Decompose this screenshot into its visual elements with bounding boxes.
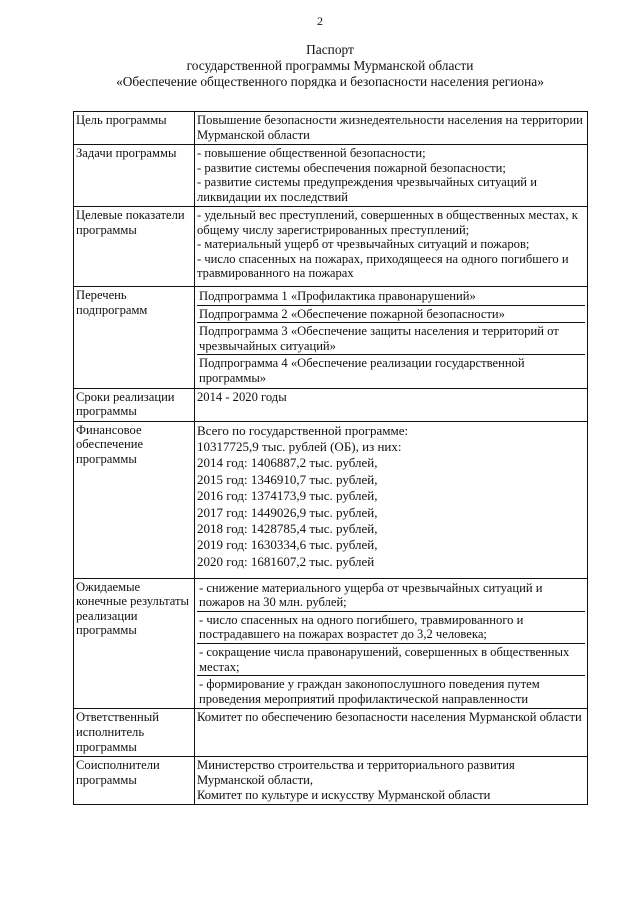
- row-executor: [74, 709, 588, 757]
- row-financing: [74, 421, 588, 578]
- row-label: Финансовое обеспечение программы: [74, 421, 195, 578]
- list-item: Министерство строительства и территориального развития Мурманской области,: [197, 758, 515, 787]
- row-label: Перечень подпрограмм: [74, 287, 195, 389]
- list-item: - формирование у граждан законопослушного поведения путем проведения мероприятий профилактической направленности: [199, 677, 540, 706]
- list-item: - число спасенных на одного погибшего, травмированного и пострадавшего на пожарах возрастет до 3,2 человека;: [197, 612, 585, 644]
- row-value: [195, 757, 588, 805]
- title-line-3: «Обеспечение общественного порядка и безопасности населения региона»: [116, 74, 544, 89]
- row-value: Комитет по обеспечению безопасности населения Мурманской области: [195, 709, 588, 757]
- financing-year: 2015 год: 1346910,7 тыс. рублей,: [197, 471, 378, 487]
- list-item: - материальный ущерб от чрезвычайных ситуаций и пожаров;: [197, 237, 530, 252]
- list-item: Подпрограмма 3 «Обеспечение защиты населения и территорий от чрезвычайных ситуаций»: [197, 323, 585, 355]
- list-item: Подпрограмма 4 «Обеспечение реализации государственной программы»: [199, 356, 525, 385]
- financing-year: 2018 год: 1428785,4 тыс. рублей,: [197, 521, 378, 536]
- financing-year: 2020 год: 1681607,2 тыс. рублей: [197, 553, 375, 569]
- row-coexecutors: [74, 757, 588, 805]
- row-value: [195, 207, 588, 287]
- list-item: - развитие системы обеспечения пожарной безопасности;: [197, 160, 506, 175]
- financing-year: 2017 год: 1449026,9 тыс. рублей,: [197, 504, 378, 520]
- row-subprograms: [74, 287, 588, 389]
- title-line-1: Паспорт: [306, 42, 354, 57]
- row-value: [195, 287, 588, 389]
- row-period: [74, 388, 588, 421]
- row-goal: [74, 112, 588, 145]
- passport-table: [73, 111, 588, 805]
- financing-year: 2019 год: 1630334,6 тыс. рублей,: [197, 537, 378, 553]
- page-number: 2: [317, 14, 323, 28]
- row-value: 2014 - 2020 годы: [195, 388, 588, 421]
- list-item: - число спасенных на пожарах, приходящееся на одного погибшего и травмированного на пожарах: [197, 251, 569, 281]
- financing-year: 2014 год: 1406887,2 тыс. рублей,: [197, 455, 378, 471]
- row-value: [195, 145, 588, 207]
- financing-total-label: Всего по государственной программе:: [197, 422, 409, 438]
- row-tasks: [74, 145, 588, 207]
- document-title: [60, 42, 600, 90]
- list-item: - развитие системы предупреждения чрезвычайных ситуаций и ликвидации их последствий: [197, 175, 537, 204]
- title-line-2: государственной программы Мурманской области: [186, 58, 474, 73]
- row-label: Сроки реализации программы: [74, 388, 195, 421]
- list-item: Комитет по культуре и искусству Мурманской области: [197, 787, 491, 802]
- row-label: Ответственный исполнитель программы: [74, 709, 195, 757]
- list-item: Подпрограмма 1 «Профилактика правонарушений»: [197, 288, 585, 306]
- list-item: - сокращение числа правонарушений, совершенных в общественных местах;: [197, 644, 585, 676]
- row-label: Ожидаемые конечные результаты реализации программы: [74, 578, 195, 709]
- list-item: - повышение общественной безопасности;: [197, 146, 426, 160]
- row-value: Повышение безопасности жизнедеятельности населения на территории Мурманской области: [195, 112, 588, 145]
- row-indicators: [74, 207, 588, 287]
- financing-year: 2016 год: 1374173,9 тыс. рублей,: [197, 488, 378, 504]
- row-label: Задачи программы: [74, 145, 195, 207]
- row-label: Целевые показатели программы: [74, 207, 195, 287]
- row-value: [195, 578, 588, 709]
- row-label: Цель программы: [74, 112, 195, 145]
- list-item: - снижение материального ущерба от чрезвычайных ситуаций и пожаров на 30 млн. рублей;: [197, 580, 585, 612]
- list-item: - удельный вес преступлений, совершенных в общественных местах, к общему числу зарегистрированных преступлений;: [197, 208, 578, 237]
- list-item: Подпрограмма 2 «Обеспечение пожарной безопасности»: [197, 306, 585, 324]
- financing-total-value: 10317725,9 тыс. рублей (ОБ), из них:: [197, 438, 402, 454]
- row-value: [195, 421, 588, 578]
- row-label: Соисполнители программы: [74, 757, 195, 805]
- row-results: [74, 578, 588, 709]
